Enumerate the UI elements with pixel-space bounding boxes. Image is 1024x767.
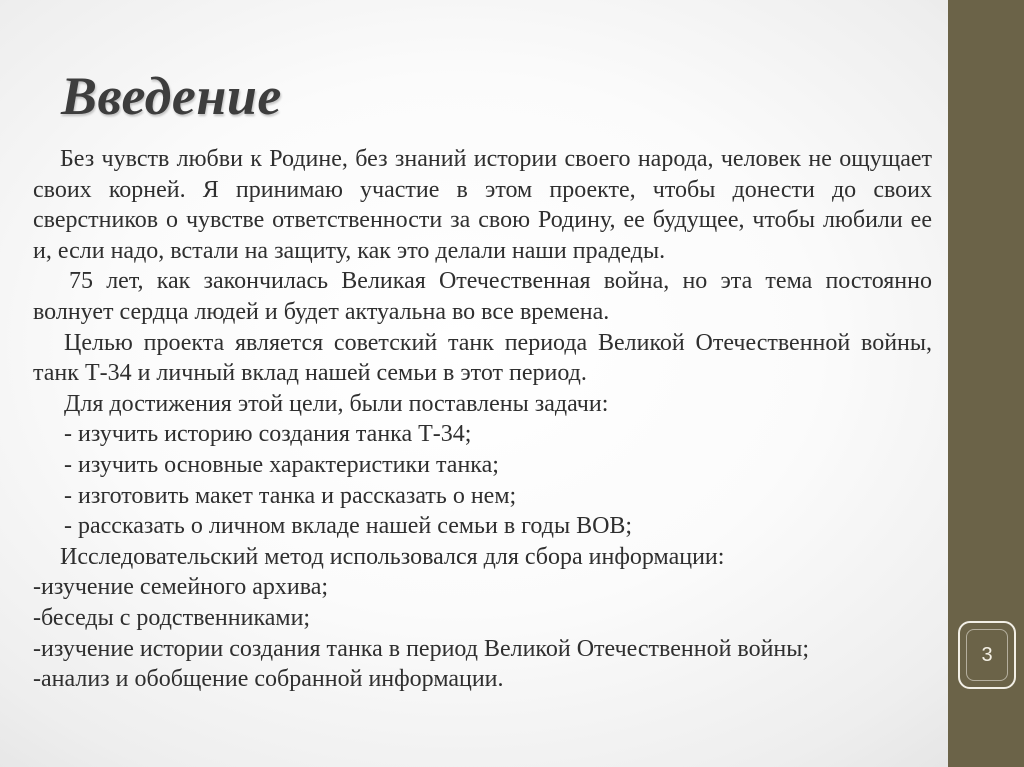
page-number-badge bbox=[958, 621, 1016, 689]
intro-paragraph: Без чувств любви к Родине, без знаний истории своего народа, человек не ощущает своих корней. Я принимаю участие в этом проекте, чтобы донести до своих сверстников о чувстве ответственности за свою Родину, ее будущее, чтобы любили ее и, если надо, встали на защиту, как это делали наши прадеды. bbox=[33, 146, 932, 264]
task-item: - рассказать о личном вкладе нашей семьи в годы ВОВ; bbox=[64, 513, 633, 540]
method-item: -беседы с родственниками; bbox=[33, 604, 311, 631]
tasks-intro: Для достижения этой цели, были поставлены задачи: bbox=[64, 390, 609, 417]
task-item: - изучить историю создания танка Т-34; bbox=[64, 421, 472, 448]
slide-title: Введение bbox=[61, 66, 282, 126]
slide-body bbox=[33, 144, 932, 695]
method-item: -изучение истории создания танка в период Великой Отечественной войны; bbox=[33, 635, 810, 662]
method-intro: Исследовательский метод использовался для сбора информации: bbox=[60, 543, 725, 570]
method-item: -анализ и обобщение собранной информации. bbox=[33, 666, 504, 693]
task-item: - изготовить макет танка и рассказать о нем; bbox=[64, 482, 517, 509]
goal-paragraph: Целью проекта является советский танк периода Великой Отечественной войны, танк Т-34 и личный вклад нашей семьи в этот период. bbox=[33, 329, 932, 387]
anniversary-paragraph: 75 лет, как закончилась Великая Отечественная война, но эта тема постоянно волнует сердца людей и будет актуальна во все времена. bbox=[33, 268, 932, 325]
page-number: 3 bbox=[981, 643, 993, 666]
method-item: -изучение семейного архива; bbox=[33, 574, 329, 601]
task-item: - изучить основные характеристики танка; bbox=[64, 451, 499, 478]
